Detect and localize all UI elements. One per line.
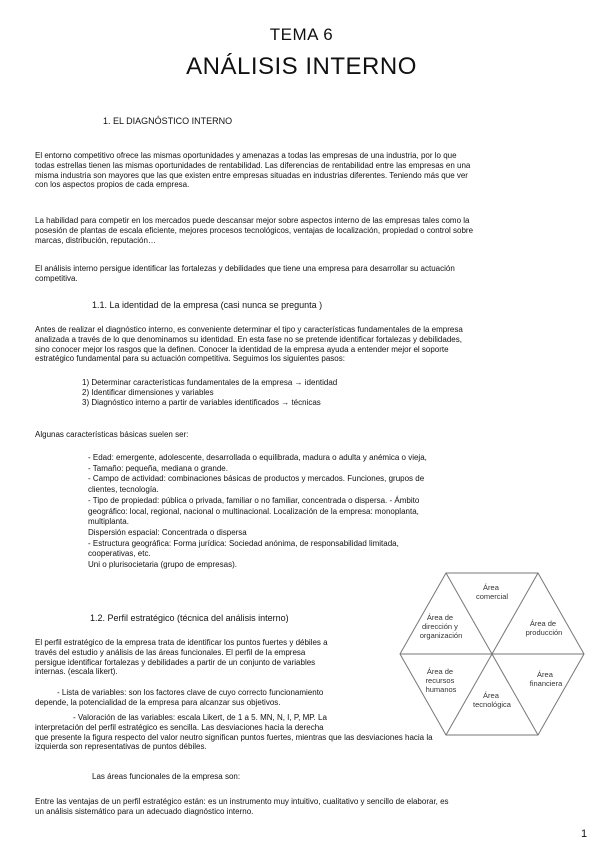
text-line: competitiva. <box>35 273 78 283</box>
paragraph-identidad <box>35 325 575 364</box>
area-produccion-label: Área de producción <box>525 619 563 637</box>
list-item: - Edad: emergente, adolescente, desarrollada o equilibrada, madura o adulta y anémica o vieja, <box>88 453 427 462</box>
text-line: El entorno competitivo ofrece las mismas oportunidades y amenazas a todas las empresas de una industria, por lo que <box>35 151 457 160</box>
list-item: - Tipo de propiedad: pública o privada, familiar o no familiar, concentrada o dispersa. - Ámbito <box>88 495 420 505</box>
area-rrhh-label: Área de recursos humanos <box>425 667 457 694</box>
section-1-2-heading: 1.2. Perfil estratégico (técnica del análisis interno) <box>90 613 289 623</box>
list-item: Uni o plurisocietaria (grupo de empresas). <box>88 560 237 570</box>
paragraph-entorno <box>35 151 575 190</box>
paragraph-perfil <box>35 638 395 677</box>
text-line: través del estudio y análisis de las áreas funcionales. El perfil de la empresa <box>35 647 306 657</box>
text-line: - Valoración de las variables: escala Likert, de 1 a 5. MN, N, I, P, MP. La <box>73 713 327 722</box>
list-item: 3) Diagnóstico interno a partir de variables identificados → técnicas <box>82 398 321 407</box>
text-line: misma industria son mayores que las que existen entre empresas situadas en industrias diferentes. Teniendo más que ver <box>35 170 468 180</box>
area-financiera-label: Área financiera <box>529 670 563 688</box>
area-direccion-label: Área de dirección y organización <box>419 613 463 640</box>
list-item: geográfico: local, regional, nacional o multinacional. Localización de la empresa: monoplanta, <box>88 506 419 516</box>
text-line: analizada a través de lo que denominamos su identidad. En esta fase no se pretende identificar fortalezas y debilidades, <box>35 334 462 344</box>
list-item: 2) Identificar dimensiones y variables <box>82 388 214 397</box>
bullet-variables <box>35 688 395 708</box>
text-line: que presente la figura respecto del valor neutro significan puntos fuertes, mientras que las desviaciones hacia la <box>35 732 433 742</box>
features-list <box>88 453 532 571</box>
text-line: persigue identificar fortalezas y debilidades a partir de un conjunto de variables <box>35 657 316 667</box>
area-tecnologica-label: Área tecnológica <box>473 691 511 709</box>
list-item: - Estructura geográfica: Forma jurídica: Sociedad anónima, de responsabilidad limitada, <box>88 538 399 548</box>
paragraph-ventajas <box>35 797 575 817</box>
area-comercial-label: Área comercial <box>475 583 509 601</box>
text-line: todas estrellas tienen las mismas oportunidades de rentabilidad. Las diferencias de rentabilidad entre las empresas en una <box>35 160 471 170</box>
list-item: multiplanta. <box>88 517 129 527</box>
paragraph-habilidad <box>35 216 575 245</box>
paragraph-analisis <box>35 264 575 284</box>
list-item: clientes, tecnología. <box>88 485 159 495</box>
list-item: 1) Determinar características fundamentales de la empresa → identidad <box>82 378 338 387</box>
list-item: Dispersión espacial: Concentrada o dispersa <box>88 527 247 537</box>
text-line: La habilidad para competir en los mercados puede descansar mejor sobre aspectos interno de las empresas tales como la <box>35 216 470 225</box>
text-line: depende, la potencialidad de la empresa para alcanzar sus objetivos. <box>35 697 281 707</box>
text-line: Antes de realizar el diagnóstico interno, es conveniente determinar el tipo y características fundamentales de la empresa <box>35 325 463 334</box>
list-item: - Tamaño: pequeña, mediana o grande. <box>88 463 228 473</box>
list-item: cooperativas, etc. <box>88 549 151 559</box>
page-title: ANÁLISIS INTERNO <box>186 53 417 80</box>
areas-intro: Las áreas funcionales de la empresa son: <box>92 772 241 781</box>
steps-list <box>82 378 502 408</box>
text-line: Entre las ventajas de un perfil estratégico están: es un instrumento muy intuitivo, cualitativo y sencillo de elaborar, es <box>35 797 449 806</box>
functional-areas-diagram <box>396 570 588 738</box>
text-line: un análisis sistemático para un adecuado diagnóstico interno. <box>35 806 254 816</box>
features-intro: Algunas características básicas suelen ser: <box>35 430 189 439</box>
text-line: con los aspectos propios de cada empresa. <box>35 180 190 190</box>
text-line: - Lista de variables: son los factores clave de cuyo correcto funcionamiento <box>57 688 324 697</box>
text-line: sino conocer mejor los rasgos que la definen. Conocer la identidad de la empresa ayuda a entender mejor el soporte <box>35 344 449 354</box>
text-line: izquierda son representativas de puntos débiles. <box>35 742 207 752</box>
text-line: El perfil estratégico de la empresa trata de identificar los puntos fuertes y débiles a <box>35 638 328 647</box>
page-number: 1 <box>581 828 588 840</box>
text-line: El análisis interno persigue identificar las fortalezas y debilidades que tiene una empresa para desarrollar su actuación <box>35 264 455 273</box>
tema-label: TEMA 6 <box>269 25 334 44</box>
section-1-heading: 1. EL DIAGNÓSTICO INTERNO <box>103 116 233 126</box>
text-line: marcas, distribución, reputación… <box>35 235 156 245</box>
text-line: internas. (escala likert). <box>35 667 118 677</box>
text-line: posesión de plantas de escala eficiente, mejores procesos tecnológicos, ventajas de localización, propiedad o control sobre <box>35 225 474 235</box>
text-line: estratégico fundamental para su actuación competitiva. Seguimos los siguientes pasos: <box>35 354 345 364</box>
list-item: - Campo de actividad: combinaciones básicas de productos y mercados. Funciones, grupos de <box>88 474 425 484</box>
text-line: interpretación del perfil estratégico es sencilla. Las desviaciones hacia la derecha <box>35 722 324 732</box>
section-1-1-heading: 1.1. La identidad de la empresa (casi nunca se pregunta ) <box>92 300 323 310</box>
